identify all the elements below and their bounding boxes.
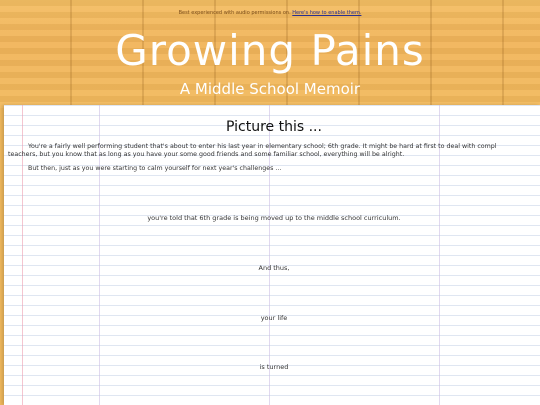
story-line: you're told that 6th grade is being moved up to the middle school curriculum. xyxy=(147,214,401,222)
notebook-paper xyxy=(4,105,540,405)
enable-audio-link[interactable]: Here's how to enable them. xyxy=(292,10,362,16)
story-line: And thus, xyxy=(258,264,290,272)
story-line: is turned xyxy=(259,363,289,371)
notice-text: Best experienced with audio permissions on. xyxy=(178,10,291,16)
intro-paragraph-line2: teachers, but you know that as long as you have your some good friends and some familiar school, everything will be alright. xyxy=(8,151,405,158)
wood-header xyxy=(0,0,540,108)
intro-paragraph-line1: You're a fairly well performing student that's about to enter his last year in elementary school; 6th grade. It might be hard at first to deal with compl xyxy=(28,143,497,150)
story-line: your life xyxy=(260,314,288,322)
second-paragraph: But then, just as you were starting to calm yourself for next year's challenges ... xyxy=(28,165,282,172)
site-subtitle: A Middle School Memoir xyxy=(179,80,361,98)
page-heading: Picture this ... xyxy=(226,119,322,135)
audio-notice xyxy=(0,10,540,16)
site-title: Growing Pains xyxy=(115,26,425,75)
